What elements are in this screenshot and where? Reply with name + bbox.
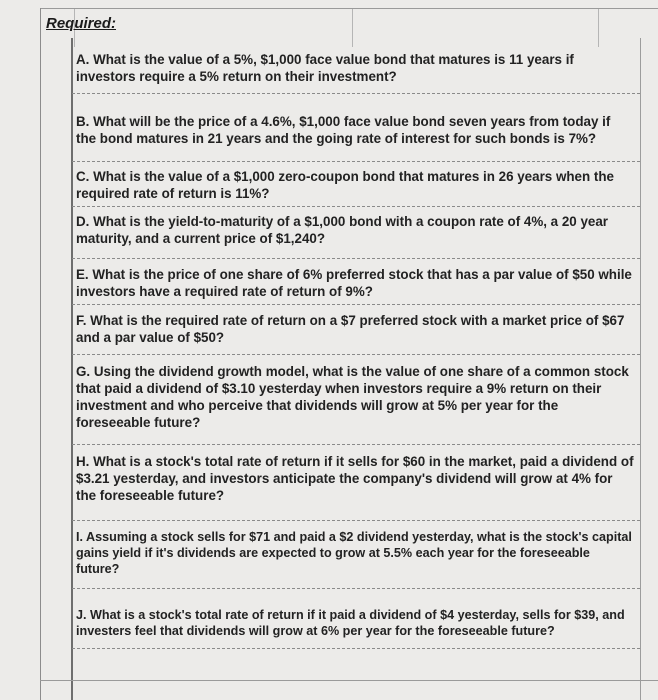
question-d: D. What is the yield-to-maturity of a $1,000 bond with a coupon rate of 4%, a 20 year maturity, and a current price of $1,240?	[72, 207, 640, 259]
question-c: C. What is the value of a $1,000 zero-coupon bond that matures in 26 years when the required rate of return is 11%?	[72, 162, 640, 207]
question-g: G. Using the dividend growth model, what is the value of one share of a common stock that paid a dividend of $3.10 yesterday when investors require a 9% return on their investment and who perceive that dividends will grow at 5% per year for the foreseeable future?	[72, 355, 640, 445]
question-f: F. What is the required rate of return on a $7 preferred stock with a market price of $67 and a par value of $50?	[72, 305, 640, 355]
right-border	[640, 38, 641, 700]
question-list	[72, 38, 640, 649]
question-h: H. What is a stock's total rate of return if it sells for $60 in the market, paid a dividend of $3.21 yesterday, and investors anticipate the company's dividend will grow at 4% for the foreseeable future?	[72, 445, 640, 521]
header-grid-row	[40, 8, 658, 39]
question-b: B. What will be the price of a 4.6%, $1,000 face value bond seven years from today if the bond matures in 21 years and the going rate of interest for such bonds is 7%?	[72, 94, 640, 162]
question-j: J. What is a stock's total rate of return if it paid a dividend of $4 yesterday, sells for $39, and investers feel that dividends will grow at 6% per year for the foreseeable future?	[72, 589, 640, 649]
required-heading: Required:	[46, 15, 117, 32]
question-a: A. What is the value of a 5%, $1,000 face value bond that matures is 11 years if investors require a 5% return on their investment?	[72, 38, 640, 94]
question-e: E. What is the price of one share of 6% preferred stock that has a par value of $50 while investors have a required rate of return of 9%?	[72, 259, 640, 305]
question-i: I. Assuming a stock sells for $71 and paid a $2 dividend yesterday, what is the stock's capital gains yield if it's dividends are expected to grow at 5.5% each year for the foreseeable future?	[72, 521, 640, 589]
bottom-grid-row	[40, 680, 658, 700]
left-border	[40, 8, 41, 700]
